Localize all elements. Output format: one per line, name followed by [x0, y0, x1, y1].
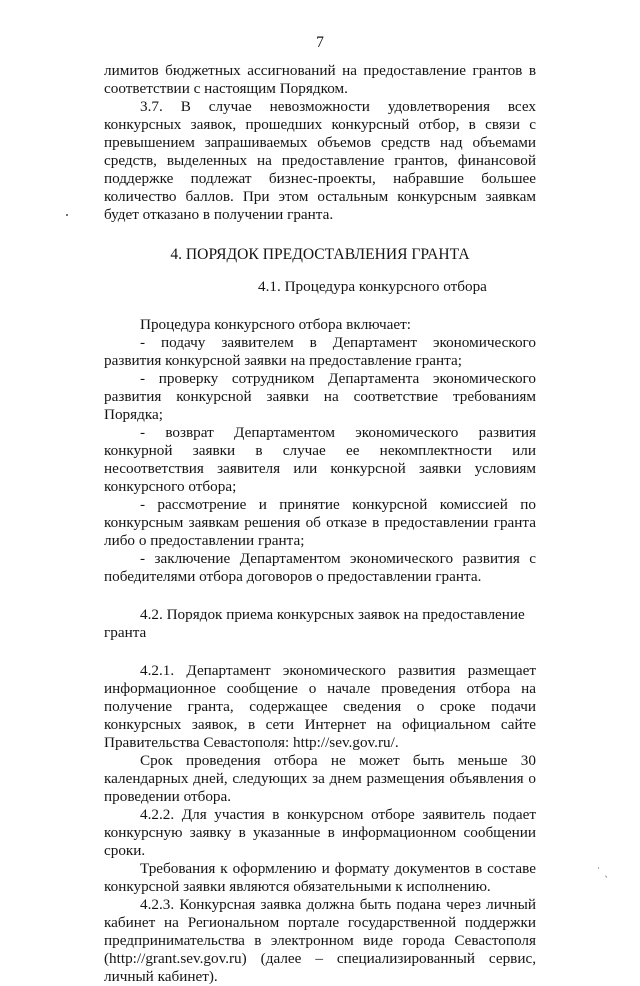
procedure-item-5: - заключение Департаментом экономического развития с победителями отбора договоров о предоставлении гранта.: [104, 550, 536, 585]
page-number: 7: [316, 34, 324, 51]
paragraph-term: Срок проведения отбора не может быть меньше 30 календарных дней, следующих за днем размещения объявления о проведении отбора.: [104, 752, 536, 805]
procedure-item-2: - проверку сотрудником Департамента экономического развития конкурсной заявки на соответствие требованиям Порядка;: [104, 370, 536, 423]
scan-mark: ˙ ˎ: [596, 867, 610, 878]
subsection-4-1-heading: 4.1. Процедура конкурсного отбора: [258, 278, 487, 295]
paragraph-3-7: 3.7. В случае невозможности удовлетворения всех конкурсных заявок, прошедших конкурсный отбор, в связи с превышением запрашиваемых объемов средств над объемами средств, выделенных на предоставление грантов, финансовой поддержке подлежат бизнес-проекты, набравшие большее количество баллов. При этом остальным конкурсным заявкам будет отказано в получении гранта.: [104, 98, 536, 223]
paragraph-requirements: Требования к оформлению и формату документов в составе конкурсной заявки являются обязательными к исполнению.: [104, 860, 536, 895]
section-4-heading: 4. ПОРЯДОК ПРЕДОСТАВЛЕНИЯ ГРАНТА: [170, 246, 470, 263]
procedure-item-3: - возврат Департаментом экономического развития конкурной заявки в случае ее некомплектности или несоответствия заявителя или конкурсной заявки условиям конкурсного отбора;: [104, 424, 536, 495]
procedure-intro: Процедура конкурсного отбора включает:: [140, 316, 412, 333]
paragraph-4-2-3: 4.2.3. Конкурсная заявка должна быть подана через личный кабинет на Региональном портале государственной поддержки предпринимательства в электронном виде города Севастополя (http://grant.sev.gov.ru) (далее – специализированный сервис, личный кабинет).: [104, 896, 536, 985]
procedure-item-1: - подачу заявителем в Департамент экономического развития конкурсной заявки на предоставление гранта;: [104, 334, 536, 369]
document-body: [104, 62, 536, 986]
paragraph-4-2-2: 4.2.2. Для участия в конкурсном отборе заявитель подает конкурсную заявку в указанные в информационном сообщении сроки.: [104, 806, 536, 859]
paragraph-4-2-1: 4.2.1. Департамент экономического развития размещает информационное сообщение о начале проведения отбора на получение гранта, содержащее сведения о сроке подачи конкурсных заявок, в сети Интернет на официальном сайте Правительства Севастополя: http://sev.gov.ru/.: [104, 662, 536, 751]
scan-speck: [66, 214, 68, 216]
paragraph-continuation: лимитов бюджетных ассигнований на предоставление грантов в соответствии с настоящим Порядком.: [104, 62, 536, 97]
subsection-4-2-heading: 4.2. Порядок приема конкурсных заявок на предоставление гранта: [104, 606, 525, 641]
procedure-item-4: - рассмотрение и принятие конкурсной комиссией по конкурсным заявкам решения об отказе в предоставлении гранта либо о предоставлении гранта;: [104, 496, 536, 549]
